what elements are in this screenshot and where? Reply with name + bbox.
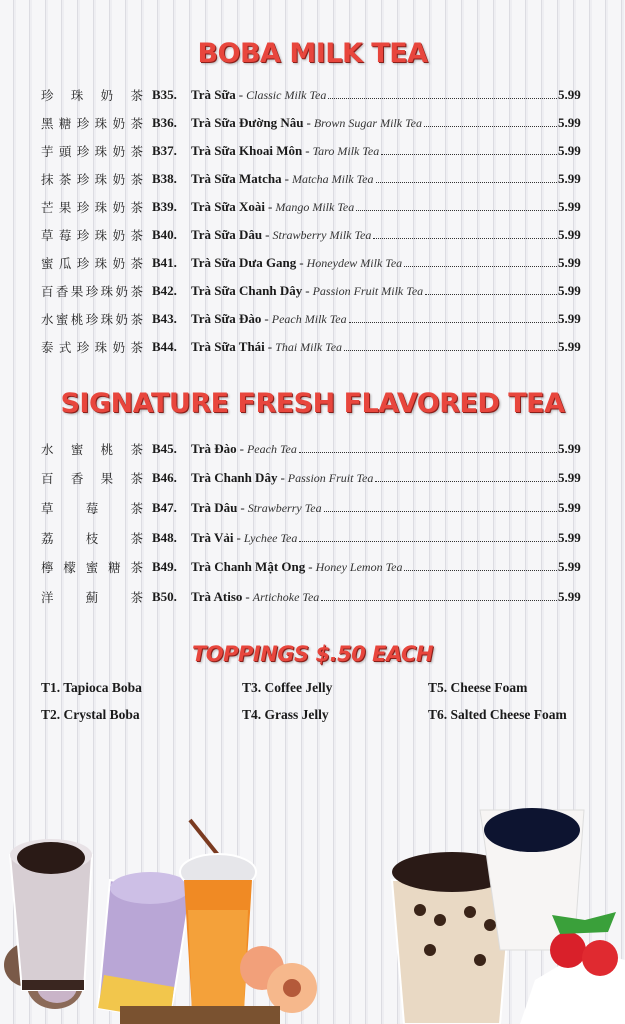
item-description bbox=[191, 339, 557, 355]
chinese-char: 珍 bbox=[76, 144, 90, 159]
chinese-char: 茶 bbox=[130, 500, 143, 516]
chinese-char: 水 bbox=[41, 441, 54, 457]
vietnamese-name: Trà Sữa Chanh Dây bbox=[191, 283, 303, 298]
chinese-char: 奶 bbox=[112, 144, 126, 159]
menu-item-row bbox=[0, 552, 625, 582]
chinese-char: 黑 bbox=[41, 116, 54, 131]
dot-leader bbox=[328, 88, 557, 99]
chinese-char: 珠 bbox=[94, 256, 108, 271]
item-code: B42. bbox=[152, 283, 177, 298]
chinese-name bbox=[41, 282, 143, 300]
chinese-char: 茶 bbox=[130, 589, 143, 605]
item-description bbox=[191, 171, 557, 187]
name-separator: - bbox=[267, 339, 273, 354]
chinese-char: 百 bbox=[41, 284, 54, 299]
item-price: 5.99 bbox=[558, 529, 581, 545]
chinese-char: 珠 bbox=[94, 172, 108, 187]
chinese-name bbox=[41, 86, 143, 104]
chinese-name bbox=[41, 170, 143, 188]
vietnamese-name: Trà Dâu bbox=[191, 499, 238, 515]
chinese-name bbox=[41, 114, 143, 132]
menu-item-row bbox=[0, 221, 625, 249]
vietnamese-name: Trà Sữa Dâu bbox=[191, 227, 263, 242]
chinese-char: 珍 bbox=[85, 312, 99, 327]
chinese-char: 珍 bbox=[76, 200, 90, 215]
chinese-char: 茶 bbox=[130, 284, 143, 299]
drinks-photo bbox=[0, 800, 625, 1024]
item-code: B38. bbox=[152, 171, 177, 186]
vietnamese-name: Trà Sữa bbox=[191, 87, 236, 102]
item-description bbox=[191, 530, 557, 546]
english-name: Peach Tea bbox=[246, 441, 297, 456]
dot-leader bbox=[356, 200, 557, 211]
name-separator: - bbox=[305, 283, 310, 298]
chinese-char: 果 bbox=[58, 200, 72, 215]
dot-leader bbox=[381, 144, 557, 155]
vietnamese-name: Trà Sữa Đào bbox=[191, 311, 262, 326]
name-separator: - bbox=[240, 499, 245, 515]
chinese-name bbox=[41, 469, 143, 487]
chinese-char: 莓 bbox=[85, 500, 99, 516]
chinese-char: 奶 bbox=[112, 340, 126, 355]
chinese-name bbox=[41, 142, 143, 160]
english-name: Classic Milk Tea bbox=[246, 88, 327, 102]
item-price: 5.99 bbox=[558, 311, 581, 326]
toppings-column bbox=[242, 680, 332, 734]
dot-leader bbox=[375, 471, 557, 482]
chinese-char: 蜜 bbox=[85, 560, 99, 576]
chinese-char: 茶 bbox=[130, 88, 143, 103]
item-description bbox=[191, 199, 557, 215]
chinese-name bbox=[41, 558, 143, 576]
menu-item-row bbox=[0, 305, 625, 333]
item-price: 5.99 bbox=[558, 559, 581, 575]
menu-item-row bbox=[0, 277, 625, 305]
item-description bbox=[191, 255, 557, 271]
vietnamese-name: Trà Sữa Xoài bbox=[191, 199, 266, 214]
english-name: Passion Fruit Tea bbox=[287, 471, 374, 486]
chinese-char: 蜜 bbox=[55, 312, 69, 327]
dot-leader bbox=[321, 590, 557, 601]
chinese-char: 檸 bbox=[41, 560, 54, 576]
item-code: B41. bbox=[152, 255, 177, 270]
vietnamese-name: Trà Vải bbox=[191, 529, 234, 545]
name-separator: - bbox=[280, 470, 285, 486]
chinese-name bbox=[41, 499, 143, 517]
chinese-char: 奶 bbox=[112, 256, 126, 271]
chinese-char: 芋 bbox=[41, 144, 54, 159]
chinese-char: 茶 bbox=[130, 116, 143, 131]
menu-item-row bbox=[0, 493, 625, 523]
chinese-char: 珠 bbox=[94, 200, 108, 215]
item-price: 5.99 bbox=[558, 255, 581, 270]
item-description bbox=[191, 589, 557, 605]
dot-leader bbox=[404, 560, 557, 571]
chinese-char: 泰 bbox=[41, 340, 54, 355]
item-code: B46. bbox=[152, 470, 177, 486]
name-separator: - bbox=[284, 171, 289, 186]
item-code: B47. bbox=[152, 499, 177, 515]
name-separator: - bbox=[245, 588, 250, 604]
chinese-char: 糖 bbox=[108, 560, 121, 576]
chinese-char: 芒 bbox=[41, 200, 54, 215]
dot-leader bbox=[349, 312, 557, 323]
chinese-char: 茶 bbox=[130, 340, 143, 355]
english-name: Thai Milk Tea bbox=[275, 340, 343, 354]
chinese-name bbox=[41, 588, 143, 606]
chinese-char: 奶 bbox=[112, 172, 126, 187]
chinese-char: 珍 bbox=[76, 172, 90, 187]
english-name: Strawberry Tea bbox=[247, 500, 322, 515]
item-price: 5.99 bbox=[558, 171, 581, 186]
vietnamese-name: Trà Atiso bbox=[191, 588, 243, 604]
chinese-char: 奶 bbox=[115, 312, 129, 327]
chinese-char: 茶 bbox=[130, 471, 143, 487]
item-code: B37. bbox=[152, 143, 177, 158]
chinese-char: 珍 bbox=[76, 228, 90, 243]
item-description bbox=[191, 227, 557, 243]
menu-item-row bbox=[0, 81, 625, 109]
dot-leader bbox=[299, 531, 557, 542]
name-separator: - bbox=[306, 115, 311, 130]
chinese-char: 茶 bbox=[130, 530, 143, 546]
english-name: Honey Lemon Tea bbox=[315, 560, 403, 575]
item-description bbox=[191, 559, 557, 575]
item-description bbox=[191, 143, 557, 159]
chinese-char: 珠 bbox=[70, 88, 84, 103]
chinese-char: 桃 bbox=[100, 441, 114, 457]
vietnamese-name: Trà Sữa Khoai Môn bbox=[191, 143, 303, 158]
chinese-char: 百 bbox=[41, 471, 54, 487]
menu-item-row bbox=[0, 137, 625, 165]
dot-leader bbox=[424, 116, 557, 127]
english-name: Brown Sugar Milk Tea bbox=[313, 116, 422, 130]
menu-item-row bbox=[0, 165, 625, 193]
english-name: Strawberry Milk Tea bbox=[272, 228, 372, 242]
chinese-char: 珍 bbox=[85, 284, 99, 299]
chinese-name bbox=[41, 198, 143, 216]
chinese-char: 枝 bbox=[85, 530, 99, 546]
menu-item-row bbox=[0, 582, 625, 612]
menu-item-row bbox=[0, 249, 625, 277]
dot-leader bbox=[299, 442, 557, 453]
chinese-name bbox=[41, 440, 143, 458]
chinese-char: 珠 bbox=[100, 284, 114, 299]
chinese-char: 茶 bbox=[130, 560, 143, 576]
chinese-char: 奶 bbox=[112, 228, 126, 243]
name-separator: - bbox=[264, 311, 269, 326]
chinese-char: 奶 bbox=[112, 116, 126, 131]
chinese-char: 薊 bbox=[85, 589, 99, 605]
vietnamese-name: Trà Sữa Matcha bbox=[191, 171, 282, 186]
chinese-char: 草 bbox=[41, 500, 54, 516]
chinese-char: 茶 bbox=[58, 172, 72, 187]
english-name: Mango Milk Tea bbox=[275, 200, 355, 214]
english-name: Passion Fruit Milk Tea bbox=[312, 284, 424, 298]
item-code: B44. bbox=[152, 339, 177, 354]
peach-icon bbox=[240, 946, 317, 1013]
chinese-char: 香 bbox=[55, 284, 69, 299]
chinese-name bbox=[41, 310, 143, 328]
topping-item: T2. Crystal Boba bbox=[41, 707, 140, 722]
menu-item-row bbox=[0, 434, 625, 464]
toppings-title: TOPPINGS $.50 EACH bbox=[191, 642, 434, 666]
chinese-char: 抹 bbox=[41, 172, 54, 187]
item-price: 5.99 bbox=[558, 283, 581, 298]
chinese-char: 瓜 bbox=[58, 256, 72, 271]
item-code: B40. bbox=[152, 227, 177, 242]
item-price: 5.99 bbox=[558, 499, 581, 515]
item-price: 5.99 bbox=[558, 588, 581, 604]
chinese-char: 奶 bbox=[115, 284, 129, 299]
chinese-char: 珠 bbox=[100, 312, 114, 327]
name-separator: - bbox=[265, 227, 270, 242]
menu-item-row bbox=[0, 464, 625, 494]
chinese-char: 莓 bbox=[58, 228, 72, 243]
chinese-char: 檬 bbox=[63, 560, 76, 576]
chinese-char: 水 bbox=[41, 312, 54, 327]
item-price: 5.99 bbox=[558, 199, 581, 214]
chinese-char: 珠 bbox=[94, 116, 108, 131]
chinese-char: 珍 bbox=[76, 340, 90, 355]
topping-item: T4. Grass Jelly bbox=[242, 707, 329, 722]
chinese-char: 桃 bbox=[70, 312, 84, 327]
item-price: 5.99 bbox=[558, 87, 581, 102]
chinese-char: 珍 bbox=[76, 256, 90, 271]
toppings-column bbox=[428, 680, 567, 734]
item-description bbox=[191, 470, 557, 486]
chinese-name bbox=[41, 338, 143, 356]
vietnamese-name: Trà Chanh Dây bbox=[191, 470, 278, 486]
signature-tea-title: SIGNATURE FRESH FLAVORED TEA bbox=[60, 388, 565, 419]
chinese-char: 糖 bbox=[58, 116, 72, 131]
item-code: B49. bbox=[152, 559, 177, 575]
taro-drink-icon bbox=[98, 872, 190, 1020]
dot-leader bbox=[344, 340, 557, 351]
topping-item: T3. Coffee Jelly bbox=[242, 680, 333, 695]
item-price: 5.99 bbox=[558, 339, 581, 354]
item-code: B35. bbox=[152, 87, 177, 102]
chinese-char: 蜜 bbox=[70, 441, 84, 457]
item-description bbox=[191, 283, 557, 299]
item-code: B48. bbox=[152, 529, 177, 545]
chinese-char: 珠 bbox=[94, 144, 108, 159]
name-separator: - bbox=[268, 199, 273, 214]
peach-tea-drink-icon bbox=[180, 820, 256, 1010]
chinese-char: 果 bbox=[100, 471, 114, 487]
name-separator: - bbox=[308, 559, 313, 575]
chinese-char: 珠 bbox=[94, 228, 108, 243]
chinese-char: 草 bbox=[41, 228, 54, 243]
item-code: B45. bbox=[152, 440, 177, 456]
topping-item: T6. Salted Cheese Foam bbox=[428, 707, 567, 722]
chinese-char: 荔 bbox=[41, 530, 54, 546]
chinese-char: 珍 bbox=[76, 116, 90, 131]
vietnamese-name: Trà Sữa Thái bbox=[191, 339, 265, 354]
item-code: B43. bbox=[152, 311, 177, 326]
vietnamese-name: Trà Sữa Đường Nâu bbox=[191, 115, 304, 130]
dot-leader bbox=[376, 172, 558, 183]
classic-boba-drink-icon bbox=[10, 839, 92, 990]
chinese-char: 蜜 bbox=[41, 256, 54, 271]
signature-tea-list bbox=[0, 434, 625, 612]
chinese-char: 茶 bbox=[130, 172, 143, 187]
vietnamese-name: Trà Đào bbox=[191, 440, 237, 456]
dot-leader bbox=[425, 284, 557, 295]
item-description bbox=[191, 441, 557, 457]
english-name: Matcha Milk Tea bbox=[291, 172, 374, 186]
name-separator: - bbox=[236, 529, 241, 545]
item-description bbox=[191, 500, 557, 516]
chinese-char: 茶 bbox=[130, 256, 143, 271]
boba-milk-tea-list bbox=[0, 81, 625, 361]
item-price: 5.99 bbox=[558, 227, 581, 242]
dot-leader bbox=[324, 501, 557, 512]
chinese-char: 頭 bbox=[58, 144, 72, 159]
english-name: Honeydew Milk Tea bbox=[306, 256, 403, 270]
item-description bbox=[191, 87, 557, 103]
menu-item-row bbox=[0, 333, 625, 361]
item-price: 5.99 bbox=[558, 115, 581, 130]
name-separator: - bbox=[238, 87, 244, 102]
dot-leader bbox=[373, 228, 557, 239]
item-description bbox=[191, 115, 557, 131]
item-code: B36. bbox=[152, 115, 177, 130]
chinese-char: 珠 bbox=[94, 340, 108, 355]
item-code: B39. bbox=[152, 199, 177, 214]
chinese-char: 茶 bbox=[130, 200, 143, 215]
english-name: Peach Milk Tea bbox=[271, 312, 347, 326]
chinese-char: 式 bbox=[58, 340, 72, 355]
toppings-column bbox=[41, 680, 142, 734]
topping-item: T5. Cheese Foam bbox=[428, 680, 528, 695]
chinese-char: 奶 bbox=[112, 200, 126, 215]
chinese-name bbox=[41, 529, 143, 547]
chinese-char: 茶 bbox=[130, 312, 143, 327]
chinese-char: 茶 bbox=[130, 228, 143, 243]
name-separator: - bbox=[239, 440, 244, 456]
chinese-char: 香 bbox=[70, 471, 84, 487]
chinese-name bbox=[41, 254, 143, 272]
topping-item: T1. Tapioca Boba bbox=[41, 680, 142, 695]
item-description bbox=[191, 311, 557, 327]
name-separator: - bbox=[305, 143, 310, 158]
chinese-char: 果 bbox=[70, 284, 84, 299]
english-name: Artichoke Tea bbox=[252, 589, 320, 604]
chinese-name bbox=[41, 226, 143, 244]
chinese-char: 珍 bbox=[41, 88, 54, 103]
menu-item-row bbox=[0, 523, 625, 553]
dot-leader bbox=[404, 256, 557, 267]
chinese-char: 茶 bbox=[130, 441, 143, 457]
menu-item-row bbox=[0, 193, 625, 221]
chinese-char: 奶 bbox=[100, 88, 114, 103]
chinese-char: 茶 bbox=[130, 144, 143, 159]
item-price: 5.99 bbox=[558, 440, 581, 456]
name-separator: - bbox=[299, 255, 304, 270]
menu-item-row bbox=[0, 109, 625, 137]
vietnamese-name: Trà Sữa Dưa Gang bbox=[191, 255, 297, 270]
item-code: B50. bbox=[152, 588, 177, 604]
item-price: 5.99 bbox=[558, 143, 581, 158]
boba-milk-tea-title: BOBA MILK TEA bbox=[197, 38, 428, 69]
english-name: Lychee Tea bbox=[243, 530, 298, 545]
chinese-char: 洋 bbox=[41, 589, 54, 605]
english-name: Taro Milk Tea bbox=[312, 144, 380, 158]
item-price: 5.99 bbox=[558, 470, 581, 486]
vietnamese-name: Trà Chanh Mật Ong bbox=[191, 559, 306, 575]
